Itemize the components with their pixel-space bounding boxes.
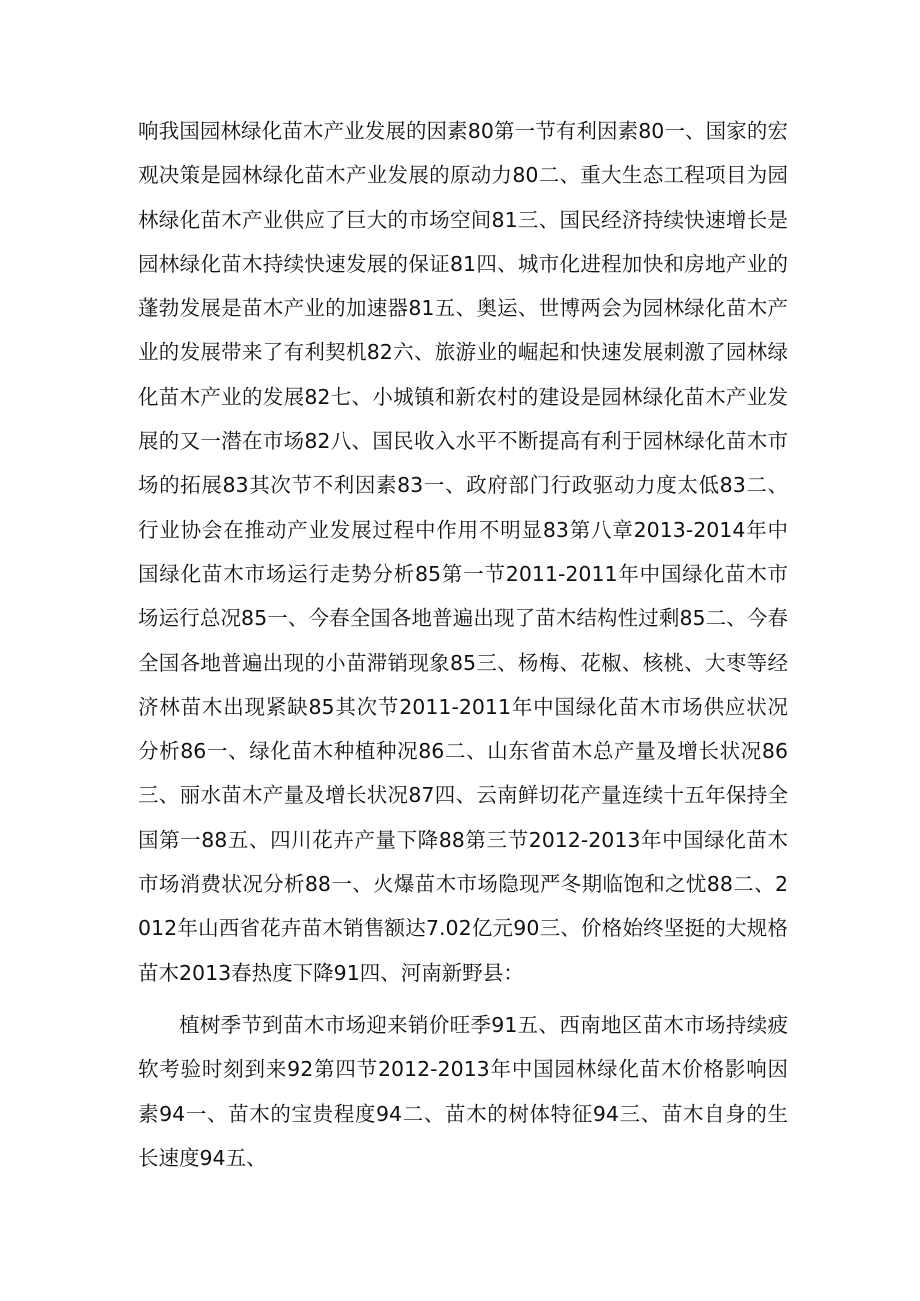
document-body <box>138 109 788 1180</box>
paragraph-2: 植树季节到苗木市场迎来销价旺季91五、西南地区苗木市场持续疲软考验时刻到来92第四节2012-2013年中国园林绿化苗木价格影响因素94一、苗木的宝贵程度94二、苗木的树体特征94三、苗木自身的生长速度94五、 <box>138 1012 788 1170</box>
paragraph-1: 响我国园林绿化苗木产业发展的因素80第一节有利因素80一、国家的宏观决策是园林绿化苗木产业发展的原动力80二、重大生态工程项目为园林绿化苗木产业供应了巨大的市场空间81三、国民经济持续快速增长是园林绿化苗木持续快速发展的保证81四、城市化进程加快和房地产业的蓬勃发展是苗木产业的加速器81五、奥运、世博两会为园林绿化苗木产业的发展带来了有利契机82六、旅游业的崛起和快速发展刺激了园林绿化苗木产业的发展82七、小城镇和新农村的建设是园林绿化苗木产业发展的又一潜在市场82八、国民收入水平不断提高有利于园林绿化苗木市场的拓展83其次节不利因素83一、政府部门行政驱动力度太低83二、行业协会在推动产业发展过程中作用不明显83第八章2013-2014年中国绿化苗木市场运行走势分析85第一节2011-2011年中国绿化苗木市场运行总况85一、今春全国各地普遍出现了苗木结构性过剩85二、今春全国各地普遍出现的小苗滞销现象85三、杨梅、花椒、核桃、大枣等经济林苗木出现紧缺85其次节2011-2011年中国绿化苗木市场供应状况分析86一、绿化苗木种植种况86二、山东省苗木总产量及增长状况86三、丽水苗木产量及增长状况87四、云南鲜切花产量连续十五年保持全国第一88五、四川花卉产量下降88第三节2012-2013年中国绿化苗木市场消费状况分析88一、火爆苗木市场隐现严冬期临饱和之忧88二、2012年山西省花卉苗木销售额达7.02亿元90三、价格始终坚挺的大规格苗木2013春热度下降91四、河南新野县： <box>138 119 788 985</box>
paragraph-gap <box>138 995 788 1003</box>
